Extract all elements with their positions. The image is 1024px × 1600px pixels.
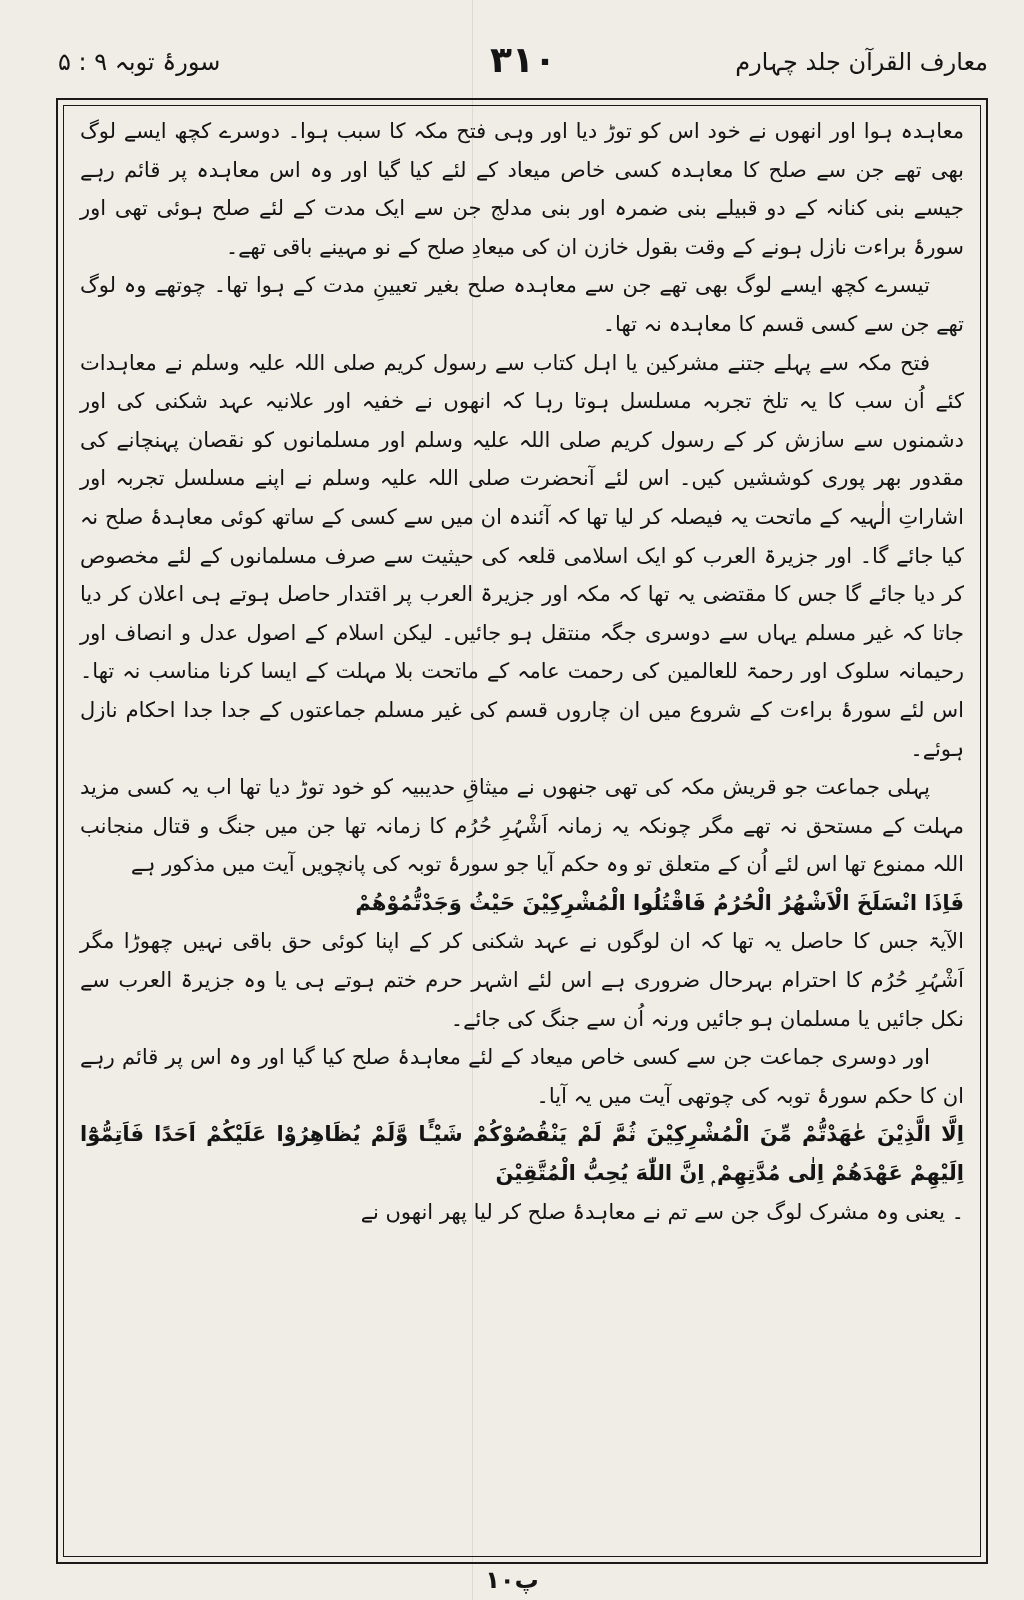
signature-mark: پ۱۰ (485, 1566, 539, 1594)
surah-reference: سورۂ توبہ ۹ : ۵ (58, 48, 221, 76)
body-text (80, 112, 964, 1542)
page-header (58, 40, 988, 96)
paragraph: اور دوسری جماعت جن سے کسی خاص میعاد کے لئے معاہدۂ صلح کیا گیا اور وہ اس پر قائم رہے ان کا حکم سورۂ توبہ کی چوتھی آیت میں یہ آیا۔ (80, 1045, 964, 1108)
paragraph: پہلی جماعت جو قریش مکہ کی تھی جنھوں نے میثاقِ حدیبیہ کو خود توڑ دیا تھا اب یہ کسی مزید مہلت کے مستحق نہ تھے مگر چونکہ یہ زمانہ اَشْہُرِ حُرُم کا زمانہ تھا جن میں جنگ و قتال منجانب اللہ ممنوع تھا اس لئے اُن کے متعلق تو وہ حکم آیا جو سورۂ توبہ کی پانچویں آیت میں مذکور ہے (80, 775, 964, 877)
paragraph: تیسرے کچھ ایسے لوگ بھی تھے جن سے معاہدہ صلح بغیر تعیینِ مدت کے ہوا تھا۔ چوتھے وہ لوگ تھے جن سے کسی قسم کا معاہدہ نہ تھا۔ (80, 273, 964, 336)
paragraph: معاہدہ ہوا اور انھوں نے خود اس کو توڑ دیا اور وہی فتح مکہ کا سبب ہوا۔ دوسرے کچھ ایسے لوگ بھی تھے جن سے صلح کا معاہدہ کسی خاص میعاد کے لئے کیا گیا اور وہ اس معاہدہ پر قائم رہے جیسے بنی کنانہ کے دو قبیلے بنی ضمرہ اور بنی مدلج جن سے ایک مدت کے لئے صلح ہوئی تھی اور سورۂ براءت نازل ہونے کے وقت بقول خازن ان کی میعادِ صلح کے نو مہینے باقی تھے۔ (80, 119, 964, 259)
paragraph: فتح مکہ سے پہلے جتنے مشرکین یا اہل کتاب سے رسول کریم صلی اللہ علیہ وسلم نے معاہدات کئے اُن سب کا یہ تلخ تجربہ مسلسل ہوتا رہا کہ انھوں نے خفیہ اور علانیہ عہد شکنی کی اور دشمنوں سے سازش کر کے رسول کریم صلی اللہ علیہ وسلم اور مسلمانوں کو نقصان پہنچانے کی مقدور بھر پوری کوششیں کیں۔ اس لئے آنحضرت صلی اللہ علیہ وسلم نے اپنے مسلسل تجربہ اور اشاراتِ الٰہیہ کے ماتحت یہ فیصلہ کر لیا تھا کہ آئندہ ان میں سے کسی کے ساتھ کوئی معاہدۂ صلح نہ کیا جائے گا۔ اور جزیرۃ العرب کو ایک اسلامی قلعہ کی حیثیت سے صرف مسلمانوں کے لئے مخصوص کر دیا جائے گا جس کا مقتضی یہ تھا کہ مکہ اور جزیرۃ العرب پر اقتدار حاصل ہوتے ہی اعلان کر دیا جاتا کہ غیر مسلم یہاں سے دوسری جگہ منتقل ہو جائیں۔ لیکن اسلام کے اصول عدل و انصاف اور رحیمانہ سلوک اور رحمۃ للعالمین کی رحمت عامہ کے ماتحت بلا مہلت کے ایسا کرنا مناسب نہ تھا۔ اس لئے سورۂ براءت کے شروع میں ان چاروں قسم کی غیر مسلم جماعتوں کے جدا جدا احکام نازل ہوئے۔ (80, 350, 964, 761)
quran-verse: اِلَّا الَّذِيْنَ عٰهَدْتُّمْ مِّنَ الْمُشْرِكِيْنَ ثُمَّ لَمْ يَنْقُصُوْكُمْ شَيْـًٔا وَّلَمْ يُظَاهِرُوْا عَلَيْكُمْ اَحَدًا فَاَتِمُّوْٓا اِلَيْهِمْ عَهْدَهُمْ اِلٰى مُدَّتِهِمْ ۭ اِنَّ اللّٰهَ يُحِبُّ الْمُتَّقِيْنَ (80, 1122, 964, 1186)
paragraph: ۔ یعنی وہ مشرک لوگ جن سے تم نے معاہدۂ صلح کر لیا پھر انھوں نے (360, 1199, 964, 1224)
quran-verse: فَاِذَا انْسَلَخَ الْاَشْهُرُ الْحُرُمُ فَاقْتُلُوا الْمُشْرِكِيْنَ حَيْثُ وَجَدْتُّمُوْهُمْ (355, 890, 964, 915)
page-number: ۳۱۰ (490, 40, 556, 81)
paragraph: الآیۃ جس کا حاصل یہ تھا کہ ان لوگوں نے عہد شکنی کر کے اپنا کوئی حق باقی نہیں چھوڑا مگر اَشْہُرِ حُرُم کا احترام بہرحال ضروری ہے اس لئے اشہر حرم ختم ہوتے ہی یا وہ جزیرۃ العرب سے نکل جائیں یا مسلمان ہو جائیں ورنہ اُن سے جنگ کی جائے۔ (80, 929, 964, 1031)
book-title: معارف القرآن جلد چہارم (735, 48, 988, 76)
